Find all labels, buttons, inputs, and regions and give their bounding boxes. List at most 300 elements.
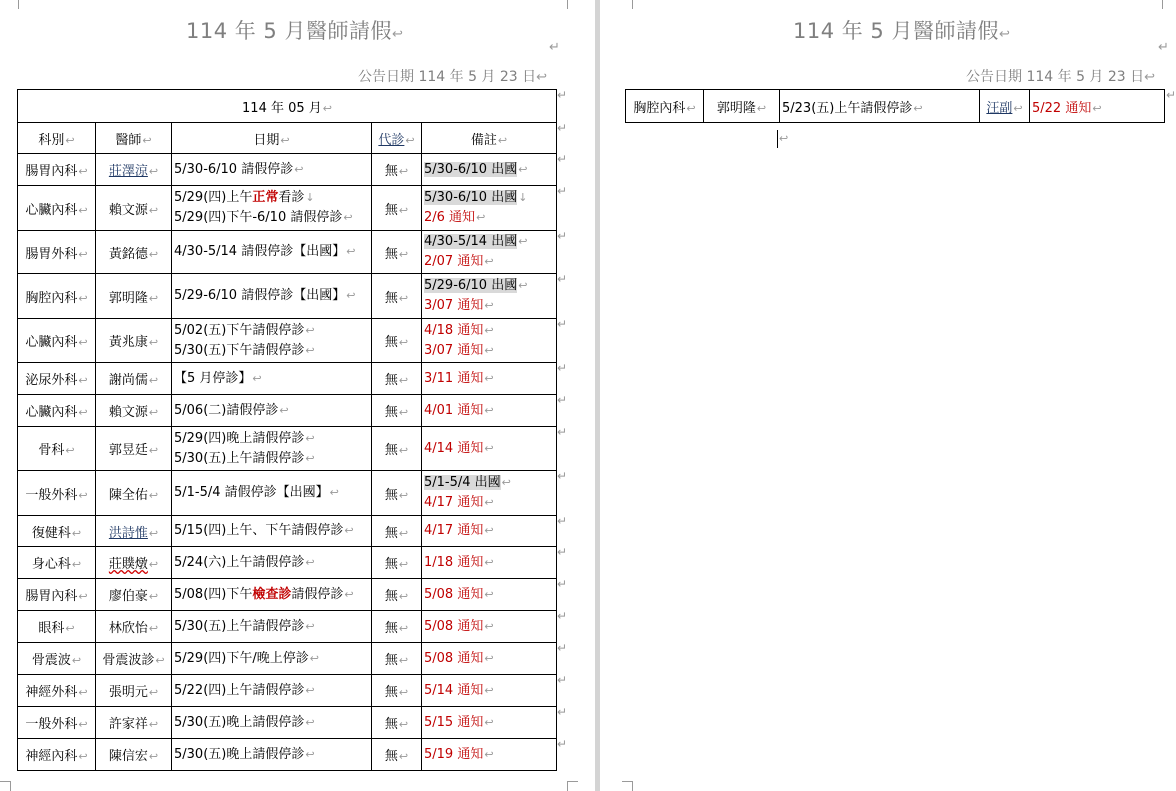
date-line: 4/30-5/14 請假停診【出國】↩ xyxy=(174,244,356,259)
doctor-name: 林欣怡 xyxy=(108,621,148,636)
paragraph-mark-p2: ↵ xyxy=(1158,40,1169,55)
table-header-month-row xyxy=(18,90,557,123)
cell-doctor[interactable] xyxy=(96,611,172,643)
paragraph-mark: ↩ xyxy=(71,526,82,540)
cell-doctor[interactable] xyxy=(96,516,172,547)
substitute-text: 無 xyxy=(384,335,398,350)
cell-dept[interactable] xyxy=(18,643,96,675)
dept-text: 神經內科 xyxy=(25,749,78,764)
paragraph-mark: ↩ xyxy=(65,622,75,635)
cell-substitute[interactable] xyxy=(372,319,422,363)
cell-doctor[interactable] xyxy=(96,319,172,363)
dept-text: 腸胃內科 xyxy=(25,164,78,179)
leave-table[interactable] xyxy=(17,89,557,771)
cell-doctor[interactable] xyxy=(96,363,172,395)
cell-doctor[interactable] xyxy=(96,547,172,579)
doctor-name: 骨震波診 xyxy=(102,653,155,668)
publish-date-p2[interactable]: 公告日期 114 年 5 月 23 日↩ xyxy=(966,69,1156,85)
paragraph-mark: ↩ xyxy=(398,247,409,261)
doctor-name: 洪詩惟 xyxy=(108,525,148,541)
table-row xyxy=(18,471,557,516)
column-header-substitute[interactable]: 代診↩ xyxy=(372,123,422,154)
note-line: 5/19 通知↩ xyxy=(424,746,494,762)
cell-dept[interactable] xyxy=(18,707,96,739)
doctor-name: 廖伯豪 xyxy=(108,589,148,604)
cell-note[interactable] xyxy=(422,186,557,231)
paragraph-mark: ↩ xyxy=(398,165,409,178)
row-end-mark: ↵ xyxy=(557,673,568,687)
cell-date[interactable] xyxy=(172,707,372,739)
dept-text: 心臟內科 xyxy=(25,335,78,350)
line-mark: ↩ xyxy=(484,403,494,417)
paragraph-mark: ↩ xyxy=(398,750,409,763)
line-mark: ↩ xyxy=(305,619,315,633)
line-mark: ↓ xyxy=(518,191,528,204)
note-line: 4/17 通知↩ xyxy=(424,495,494,510)
cell-note[interactable] xyxy=(422,471,557,516)
cell-note[interactable] xyxy=(422,516,557,547)
note-line: 4/14 通知↩ xyxy=(424,440,494,456)
substitute-text: 無 xyxy=(384,621,398,636)
line-mark: ↩ xyxy=(343,211,353,224)
cell-date[interactable] xyxy=(172,611,372,643)
paragraph-mark: ↩ xyxy=(78,488,88,502)
cell-doctor[interactable] xyxy=(96,395,172,427)
dept-text: 一般外科 xyxy=(25,717,78,732)
document-page-2[interactable] xyxy=(600,0,1176,791)
cell-dept[interactable]: 胸腔內科↩ xyxy=(626,90,704,123)
cell-substitute[interactable] xyxy=(372,154,422,186)
line-mark: ↩ xyxy=(346,245,356,258)
dept-text: 骨科 xyxy=(38,443,65,458)
paragraph-mark: ↩ xyxy=(78,336,88,349)
date-line: 5/29(四)下午-6/10 請假停診↩ xyxy=(174,210,353,225)
table-row xyxy=(18,611,557,643)
paragraph-mark: ↩ xyxy=(78,686,88,699)
line-mark: ↩ xyxy=(484,619,494,633)
dept-text: 復健科 xyxy=(31,525,71,541)
row-end-mark: ↵ xyxy=(557,88,568,102)
line-mark: ↩ xyxy=(484,496,494,509)
cell-date[interactable] xyxy=(172,231,372,274)
paragraph-mark: ↩ xyxy=(398,444,409,457)
line-mark: ↩ xyxy=(484,255,494,268)
line-mark: ↩ xyxy=(305,323,315,337)
paragraph-mark: ↩ xyxy=(398,336,409,349)
column-header-dept[interactable]: 科別↩ xyxy=(18,123,96,154)
line-mark: ↩ xyxy=(309,651,319,665)
note-line: 5/30-6/10 出國↓ xyxy=(424,190,528,205)
dept-text: 身心科 xyxy=(31,557,71,572)
cell-dept[interactable] xyxy=(18,319,96,363)
note-line: 5/30-6/10 出國↩ xyxy=(424,161,528,177)
cell-doctor[interactable] xyxy=(96,707,172,739)
line-mark: ↩ xyxy=(484,651,494,665)
date-line: 5/29(四)晚上請假停診↩ xyxy=(174,430,315,446)
dept-text: 泌尿外科 xyxy=(25,373,78,388)
cell-date[interactable] xyxy=(172,643,372,675)
cell-date[interactable] xyxy=(172,395,372,427)
paragraph-mark: ↵ xyxy=(549,40,560,55)
paragraph-mark: ↩ xyxy=(148,444,159,457)
substitute-text: 無 xyxy=(384,290,398,306)
cell-substitute[interactable] xyxy=(372,611,422,643)
document-title[interactable]: 114 年 5 月醫師請假↩ xyxy=(186,19,404,43)
cell-date[interactable] xyxy=(172,471,372,516)
note-line: 3/07 通知↩ xyxy=(424,298,494,313)
date-line: 5/30(五)上午請假停診↩ xyxy=(174,618,315,634)
date-line: 5/22(四)上午請假停診↩ xyxy=(174,682,315,698)
line-mark: ↩ xyxy=(305,683,315,697)
cell-note[interactable] xyxy=(422,427,557,471)
cell-substitute[interactable] xyxy=(372,274,422,319)
paragraph-mark: ↩ xyxy=(148,203,159,217)
date-line: 5/30(五)晚上請假停診↩ xyxy=(174,746,315,762)
dept-text: 心臟內科 xyxy=(25,202,78,218)
table-row xyxy=(18,231,557,274)
line-mark: ↩ xyxy=(484,683,494,697)
cell-date[interactable] xyxy=(172,516,372,547)
cell-date[interactable] xyxy=(172,186,372,231)
cell-substitute[interactable] xyxy=(372,675,422,707)
note-line: 5/1-5/4 出國↩ xyxy=(424,475,511,490)
cell-substitute[interactable] xyxy=(372,707,422,739)
cell-dept[interactable] xyxy=(18,579,96,611)
table-row xyxy=(18,154,557,186)
date-line: 5/1-5/4 請假停診【出國】↩ xyxy=(174,485,339,500)
date-line: 5/06(二)請假停診↩ xyxy=(174,402,289,418)
line-mark: ↩ xyxy=(484,299,494,312)
row-end-mark: ↵ xyxy=(557,317,568,331)
line-mark: ↩ xyxy=(476,211,486,224)
cell-substitute[interactable] xyxy=(372,427,422,471)
date-line: 5/24(六)上午請假停診↩ xyxy=(174,554,315,570)
paragraph-mark: ↩ xyxy=(78,718,88,731)
substitute-text: 無 xyxy=(384,202,398,218)
cell-dept[interactable] xyxy=(18,516,96,547)
note-line: 5/08 通知↩ xyxy=(424,650,494,666)
paragraph-mark: ↩ xyxy=(148,558,159,571)
cell-note[interactable] xyxy=(422,707,557,739)
date-line: 5/29(四)上午正常看診↓ xyxy=(174,190,315,205)
line-mark: ↩ xyxy=(484,343,494,357)
publish-date[interactable]: 公告日期 114 年 5 月 23 日↩ xyxy=(358,69,548,85)
paragraph-mark: ↩ xyxy=(78,750,88,763)
cell-note[interactable] xyxy=(422,739,557,771)
date-line: 5/30(五)下午請假停診↩ xyxy=(174,342,315,358)
cell-dept[interactable] xyxy=(18,395,96,427)
paragraph-mark: ↩ xyxy=(148,488,159,502)
cell-substitute[interactable] xyxy=(372,516,422,547)
cell-doctor[interactable] xyxy=(96,274,172,319)
leave-table-continued[interactable] xyxy=(625,89,1165,123)
note-line: 5/29-6/10 出國↩ xyxy=(424,278,528,293)
substitute-text: 無 xyxy=(384,487,398,503)
margin-corner-top-left xyxy=(8,0,19,9)
cell-dept[interactable] xyxy=(18,186,96,231)
dept-text: 骨震波 xyxy=(31,653,71,668)
cell-substitute[interactable] xyxy=(372,231,422,274)
paragraph-mark: ↩ xyxy=(78,590,88,603)
dept-text: 眼科 xyxy=(38,621,65,636)
table-row xyxy=(18,739,557,771)
cell-doctor[interactable] xyxy=(96,643,172,675)
row-end-mark: ↵ xyxy=(557,469,568,483)
note-line: 5/08 通知↩ xyxy=(424,586,494,602)
paragraph-mark-cursor: ↩ xyxy=(779,132,789,145)
substitute-text: 無 xyxy=(384,685,398,700)
cell-note[interactable] xyxy=(422,547,557,579)
cell-date[interactable] xyxy=(172,579,372,611)
row-end-mark: ↵ xyxy=(557,609,568,623)
paragraph-mark: ↩ xyxy=(398,718,409,731)
cell-doctor[interactable] xyxy=(96,675,172,707)
document-title-p2[interactable]: 114 年 5 月醫師請假↩ xyxy=(793,19,1011,43)
cell-substitute[interactable] xyxy=(372,471,422,516)
cell-substitute[interactable] xyxy=(372,579,422,611)
row-end-mark: ↵ xyxy=(557,229,568,243)
cell-note[interactable] xyxy=(422,274,557,319)
paragraph-mark: ↩ xyxy=(78,406,88,419)
table-row xyxy=(18,186,557,231)
date-line: 5/29-6/10 請假停診【出國】↩ xyxy=(174,288,356,303)
doctor-name: 黃銘德 xyxy=(108,246,148,262)
substitute-text: 無 xyxy=(384,557,398,572)
line-mark: ↩ xyxy=(279,403,289,417)
substitute-text: 無 xyxy=(384,717,398,732)
cell-note[interactable] xyxy=(422,231,557,274)
cell-substitute[interactable] xyxy=(372,643,422,675)
paragraph-mark: ↩ xyxy=(398,590,409,603)
date-line: 【5 月停診】↩ xyxy=(174,370,262,386)
paragraph-mark: ↩ xyxy=(398,622,409,635)
paragraph-mark: ↩ xyxy=(148,750,159,763)
cell-dept[interactable] xyxy=(18,547,96,579)
doctor-name: 莊贌燉 xyxy=(108,557,148,572)
row-end-mark: ↵ xyxy=(557,705,568,719)
cell-dept[interactable] xyxy=(18,231,96,274)
line-mark: ↩ xyxy=(305,715,315,729)
paragraph-mark: ↩ xyxy=(148,291,159,305)
dept-text: 一般外科 xyxy=(25,487,78,503)
paragraph-mark: ↩ xyxy=(148,526,159,540)
table-row xyxy=(18,643,557,675)
cell-dept[interactable] xyxy=(18,611,96,643)
cell-note[interactable] xyxy=(422,395,557,427)
row-end-mark: ↵ xyxy=(557,545,568,559)
table-row xyxy=(18,675,557,707)
date-line: 5/15(四)上午、下午請假停診↩ xyxy=(174,523,354,538)
column-header-date[interactable]: 日期↩ xyxy=(172,123,372,154)
line-mark: ↩ xyxy=(518,162,528,176)
table-header-row xyxy=(18,123,557,154)
cell-date[interactable] xyxy=(172,363,372,395)
row-end-mark: ↵ xyxy=(557,361,568,375)
paragraph-mark: ↩ xyxy=(398,203,409,217)
paragraph-mark: ↩ xyxy=(398,558,409,571)
line-mark: ↩ xyxy=(346,289,356,302)
cell-substitute[interactable]: 汪副↩ xyxy=(980,90,1030,123)
cell-note[interactable] xyxy=(422,319,557,363)
cell-dept[interactable] xyxy=(18,739,96,771)
cell-doctor[interactable] xyxy=(96,739,172,771)
cell-date[interactable] xyxy=(172,319,372,363)
margin-corner-top-left-p2 xyxy=(622,0,633,9)
cell-dept[interactable] xyxy=(18,363,96,395)
paragraph-mark: ↩ xyxy=(398,406,409,419)
line-mark: ↩ xyxy=(484,371,494,385)
substitute-text: 無 xyxy=(384,589,398,604)
paragraph-mark: ↩ xyxy=(148,336,159,349)
cell-date[interactable] xyxy=(172,427,372,471)
line-mark: ↩ xyxy=(305,431,315,445)
cell-date[interactable]: 5/23(五)上午請假停診↩ xyxy=(780,90,980,123)
table-row xyxy=(18,707,557,739)
column-header-note[interactable]: 備註↩ xyxy=(422,123,557,154)
margin-corner-bottom-left xyxy=(0,781,11,791)
table-row xyxy=(18,516,557,547)
line-mark: ↩ xyxy=(484,747,494,761)
table-row xyxy=(18,579,557,611)
cell-dept[interactable] xyxy=(18,427,96,471)
row-end-mark: ↵ xyxy=(557,152,568,166)
row-end-mark: ↵ xyxy=(557,641,568,655)
paragraph-mark: ↩ xyxy=(398,654,409,667)
line-mark: ↩ xyxy=(344,587,354,601)
doctor-name: 許家祥 xyxy=(108,717,148,732)
cell-dept[interactable] xyxy=(18,274,96,319)
cell-date[interactable] xyxy=(172,675,372,707)
note-line: 3/07 通知↩ xyxy=(424,342,494,358)
date-line: 5/08(四)下午檢查診請假停診↩ xyxy=(174,586,354,602)
dept-text: 神經外科 xyxy=(25,685,78,700)
doctor-name: 郭明隆 xyxy=(108,290,148,306)
table-row xyxy=(18,547,557,579)
date-line: 5/30(五)上午請假停診↩ xyxy=(174,450,315,466)
line-mark: ↩ xyxy=(329,486,339,499)
line-mark: ↩ xyxy=(344,524,354,537)
paragraph-mark: ↩ xyxy=(398,488,409,502)
cell-note[interactable] xyxy=(422,154,557,186)
paragraph-mark: ↩ xyxy=(398,374,409,387)
table-row xyxy=(18,319,557,363)
cell-note[interactable] xyxy=(422,579,557,611)
paragraph-mark: ↩ xyxy=(78,165,88,178)
date-line: 5/29(四)下午/晚上停診↩ xyxy=(174,650,319,666)
cell-substitute[interactable] xyxy=(372,547,422,579)
paragraph-mark: ↩ xyxy=(148,622,159,635)
dept-text: 腸胃內科 xyxy=(25,589,78,604)
paragraph-mark: ↩ xyxy=(78,374,88,387)
cell-note[interactable] xyxy=(422,643,557,675)
paragraph-mark: ↩ xyxy=(155,654,165,667)
cell-date[interactable] xyxy=(172,274,372,319)
doctor-name: 張明元 xyxy=(108,685,148,700)
table-row xyxy=(18,395,557,427)
line-mark: ↩ xyxy=(518,235,528,248)
cell-dept[interactable] xyxy=(18,154,96,186)
substitute-text: 無 xyxy=(384,443,398,458)
paragraph-mark: ↩ xyxy=(148,165,159,178)
table-row xyxy=(18,274,557,319)
cell-note[interactable] xyxy=(422,363,557,395)
paragraph-mark: ↩ xyxy=(148,686,159,699)
cell-doctor[interactable] xyxy=(96,186,172,231)
note-line: 3/11 通知↩ xyxy=(424,370,494,386)
cell-substitute[interactable] xyxy=(372,186,422,231)
line-mark: ↩ xyxy=(518,279,528,292)
cell-dept[interactable] xyxy=(18,471,96,516)
line-mark: ↩ xyxy=(305,343,315,357)
table-row xyxy=(18,363,557,395)
note-line: 1/18 通知↩ xyxy=(424,554,494,570)
line-mark: ↩ xyxy=(294,162,304,176)
cell-note[interactable]: 5/22 通知↩ xyxy=(1030,90,1165,123)
cell-date[interactable] xyxy=(172,547,372,579)
row-end-mark: ↵ xyxy=(557,577,568,591)
table-row xyxy=(18,427,557,471)
row-end-mark: ↵ xyxy=(557,514,568,528)
line-mark: ↩ xyxy=(484,323,494,337)
doctor-name: 陳全佑 xyxy=(108,487,148,503)
margin-corner-top-right-p2 xyxy=(1162,0,1173,9)
line-mark: ↩ xyxy=(501,476,511,489)
row-end-mark: ↵ xyxy=(557,393,568,407)
cell-doctor[interactable] xyxy=(96,579,172,611)
cell-note[interactable] xyxy=(422,675,557,707)
line-mark: ↓ xyxy=(305,191,315,204)
line-mark: ↩ xyxy=(252,371,262,385)
doctor-name: 謝尚儒 xyxy=(108,373,148,388)
cell-substitute[interactable] xyxy=(372,395,422,427)
note-line: 2/6 通知↩ xyxy=(424,210,486,225)
column-header-doctor[interactable]: 醫師↩ xyxy=(96,123,172,154)
cell-dept[interactable] xyxy=(18,675,96,707)
cell-note[interactable] xyxy=(422,611,557,643)
paragraph-mark: ↩ xyxy=(398,686,409,699)
cell-doctor[interactable] xyxy=(96,471,172,516)
cell-date[interactable] xyxy=(172,739,372,771)
cell-substitute[interactable] xyxy=(372,739,422,771)
margin-corner-bottom-left-p2 xyxy=(622,781,633,791)
paragraph-mark: ↩ xyxy=(398,291,409,305)
row-end-mark: ↵ xyxy=(557,425,568,439)
month-header[interactable]: 114 年 05 月↩ xyxy=(18,90,557,123)
doctor-name: 莊澤涼 xyxy=(108,164,148,179)
cell-doctor[interactable] xyxy=(96,231,172,274)
cell-doctor[interactable]: 郭明隆↩ xyxy=(704,90,780,123)
cell-substitute[interactable] xyxy=(372,363,422,395)
margin-corner-bottom-right xyxy=(567,781,578,791)
note-line: 5/14 通知↩ xyxy=(424,682,494,698)
note-line: 4/30-5/14 出國↩ xyxy=(424,234,528,249)
dept-text: 心臟內科 xyxy=(25,405,78,420)
doctor-name: 賴文源 xyxy=(108,405,148,420)
cell-doctor[interactable] xyxy=(96,427,172,471)
substitute-text: 無 xyxy=(384,246,398,262)
cell-date[interactable] xyxy=(172,154,372,186)
note-line: 2/07 通知↩ xyxy=(424,254,494,269)
cell-doctor[interactable] xyxy=(96,154,172,186)
paragraph-mark: ↩ xyxy=(398,526,409,540)
paragraph-mark: ↩ xyxy=(148,247,159,261)
paragraph-mark: ↩ xyxy=(148,718,159,731)
paragraph-mark: ↩ xyxy=(148,590,159,603)
table-row xyxy=(626,90,1165,123)
substitute-text: 無 xyxy=(384,373,398,388)
note-line: 4/18 通知↩ xyxy=(424,322,494,338)
date-line: 5/30(五)晚上請假停診↩ xyxy=(174,714,315,730)
